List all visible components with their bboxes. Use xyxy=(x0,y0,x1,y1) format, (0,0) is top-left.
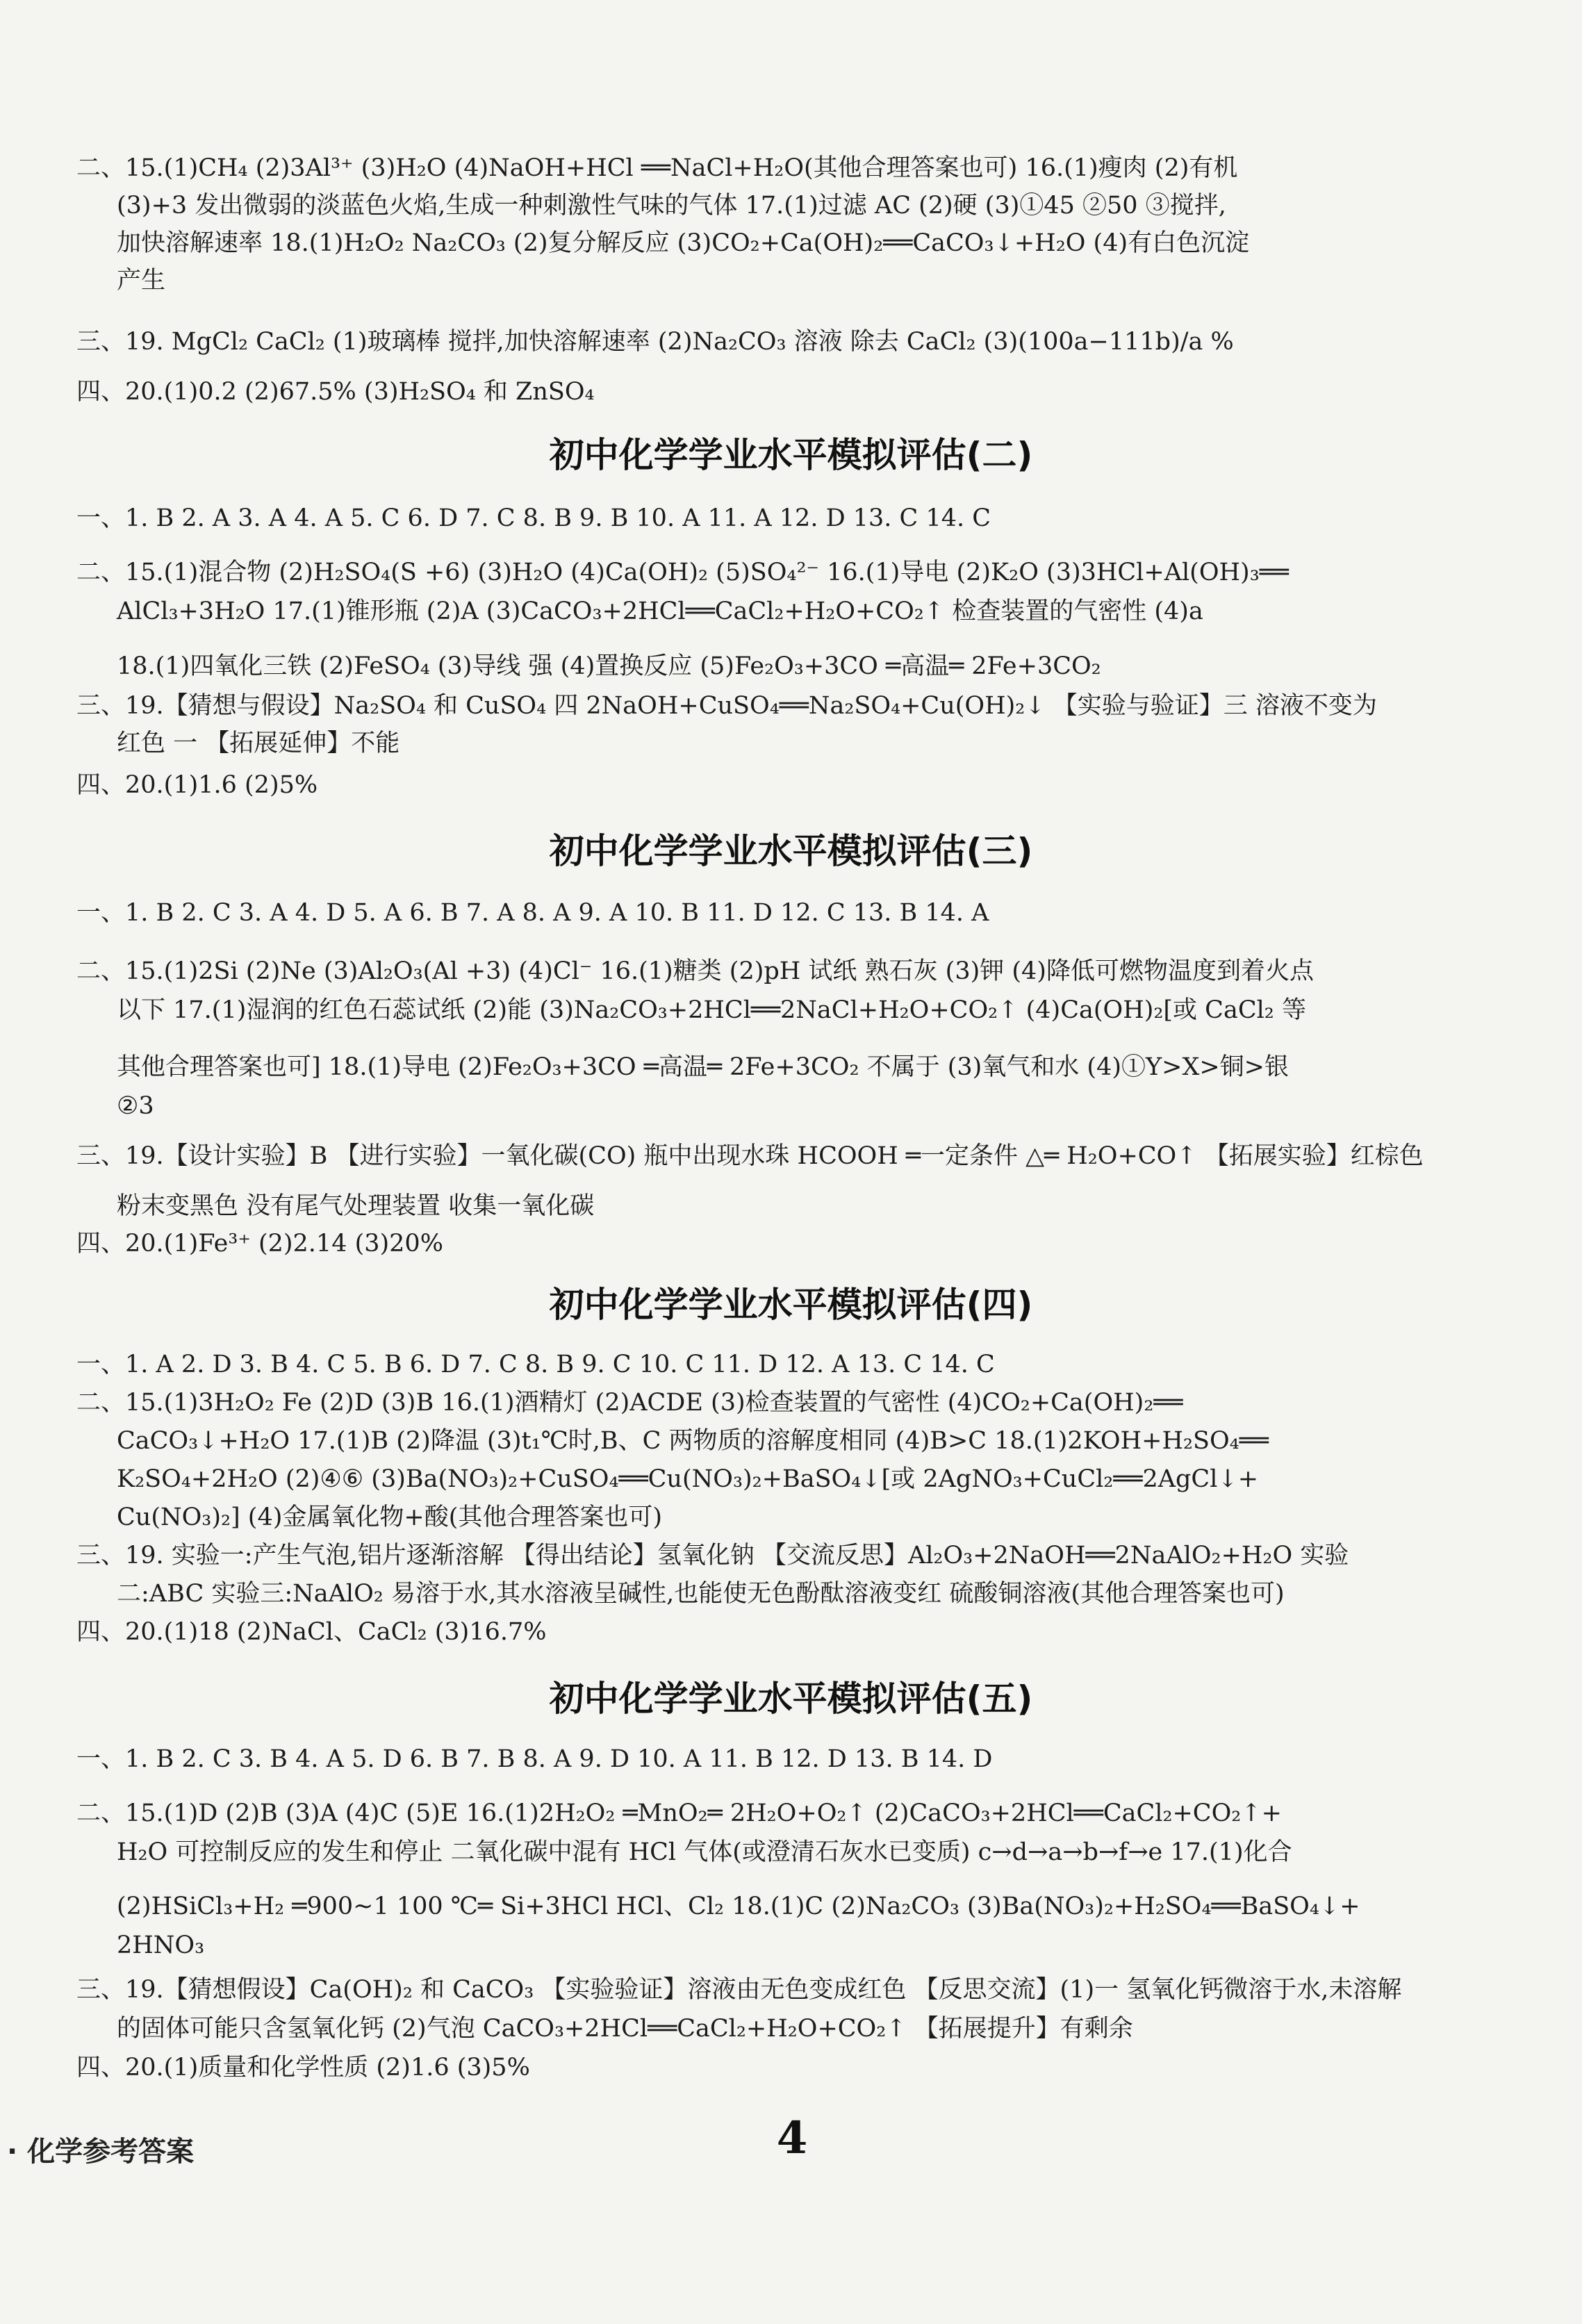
text-line: 粉末变黑色 没有尾气处理装置 收集一氧化碳 xyxy=(117,1192,595,1220)
page-number: 4 xyxy=(776,2112,808,2164)
text-line: 三、19.【猜想假设】Ca(OH)₂ 和 CaCO₃ 【实验验证】溶液由无色变成红色 【反思交流】(1)一 氢氧化钙微溶于水,未溶解 xyxy=(76,1976,1402,2004)
text-line: 二、15.(1)2Si (2)Ne (3)Al₂O₃(Al +3) (4)Cl⁻ 16.(1)糖类 (2)pH 试纸 熟石灰 (3)钾 (4)降低可燃物温度到着火点 xyxy=(76,957,1314,985)
text-line: Cu(NO₃)₂] (4)金属氧化物+酸(其他合理答案也可) xyxy=(117,1503,663,1531)
text-line: 产生 xyxy=(117,267,166,295)
text-line: 四、20.(1)18 (2)NaCl、CaCl₂ (3)16.7% xyxy=(76,1618,547,1646)
text-line: 二:ABC 实验三:NaAlO₂ 易溶于水,其水溶液呈碱性,也能使无色酚酞溶液变红 硫酸铜溶液(其他合理答案也可) xyxy=(117,1580,1285,1608)
text-line: 二、15.(1)CH₄ (2)3Al³⁺ (3)H₂O (4)NaOH+HCl ══NaCl+H₂O(其他合理答案也可) 16.(1)瘦肉 (2)有机 xyxy=(76,154,1238,182)
text-line: (3)+3 发出微弱的淡蓝色火焰,生成一种刺激性气味的气体 17.(1)过滤 AC (2)硬 (3)①45 ②50 ③搅拌, xyxy=(117,192,1226,220)
text-line: 四、20.(1)0.2 (2)67.5% (3)H₂SO₄ 和 ZnSO₄ xyxy=(76,378,595,406)
text-line: 18.(1)四氧化三铁 (2)FeSO₄ (3)导线 强 (4)置换反应 (5)Fe₂O₃+3CO ═高温═ 2Fe+3CO₂ xyxy=(117,652,1101,680)
text-line: 二、15.(1)D (2)B (3)A (4)C (5)E 16.(1)2H₂O₂ ═MnO₂═ 2H₂O+O₂↑ (2)CaCO₃+2HCl══CaCl₂+CO₂↑+ xyxy=(76,1799,1282,1827)
text-line: 一、1. B 2. C 3. B 4. A 5. D 6. B 7. B 8. A 9. D 10. A 11. B 12. D 13. B 14. D xyxy=(76,1745,993,1773)
text-line: 的固体可能只含氢氧化钙 (2)气泡 CaCO₃+2HCl══CaCl₂+H₂O+CO₂↑ 【拓展提升】有剩余 xyxy=(117,2015,1133,2043)
text-line: H₂O 可控制反应的发生和停止 二氧化碳中混有 HCl 气体(或澄清石灰水已变质) c→d→a→b→f→e 17.(1)化合 xyxy=(117,1838,1292,1866)
text-line: 加快溶解速率 18.(1)H₂O₂ Na₂CO₃ (2)复分解反应 (3)CO₂+Ca(OH)₂══CaCO₃↓+H₂O (4)有白色沉淀 xyxy=(117,229,1250,257)
section-title: 初中化学学业水平模拟评估(五) xyxy=(549,1679,1033,1719)
text-line: 二、15.(1)3H₂O₂ Fe (2)D (3)B 16.(1)酒精灯 (2)ACDE (3)检查装置的气密性 (4)CO₂+Ca(OH)₂══ xyxy=(76,1389,1183,1417)
footer-label: · 化学参考答案 xyxy=(7,2136,195,2168)
text-line: (2)HSiCl₃+H₂ ═900~1 100 ℃═ Si+3HCl HCl、Cl₂ 18.(1)C (2)Na₂CO₃ (3)Ba(NO₃)₂+H₂SO₄══BaSO₄↓+ xyxy=(117,1893,1360,1920)
text-line: 四、20.(1)Fe³⁺ (2)2.14 (3)20% xyxy=(76,1230,443,1258)
text-line: AlCl₃+3H₂O 17.(1)锥形瓶 (2)A (3)CaCO₃+2HCl══CaCl₂+H₂O+CO₂↑ 检查装置的气密性 (4)a xyxy=(117,598,1203,625)
text-line: 四、20.(1)质量和化学性质 (2)1.6 (3)5% xyxy=(76,2054,530,2082)
section-title: 初中化学学业水平模拟评估(四) xyxy=(549,1285,1033,1325)
text-line: 2HNO₃ xyxy=(117,1931,205,1959)
section-title: 初中化学学业水平模拟评估(二) xyxy=(549,435,1033,475)
text-line: K₂SO₄+2H₂O (2)④⑥ (3)Ba(NO₃)₂+CuSO₄══Cu(NO₃)₂+BaSO₄↓[或 2AgNO₃+CuCl₂══2AgCl↓+ xyxy=(117,1465,1259,1493)
text-line: 二、15.(1)混合物 (2)H₂SO₄(S +6) (3)H₂O (4)Ca(OH)₂ (5)SO₄²⁻ 16.(1)导电 (2)K₂O (3)3HCl+Al(OH)₃══ xyxy=(76,559,1289,586)
text-line: 红色 一 【拓展延伸】不能 xyxy=(117,730,400,757)
text-line: ②3 xyxy=(117,1092,154,1120)
text-line: 其他合理答案也可] 18.(1)导电 (2)Fe₂O₃+3CO ═高温═ 2Fe+3CO₂ 不属于 (3)氧气和水 (4)①Y>X>铜>银 xyxy=(117,1053,1290,1081)
text-line: 三、19. 实验一:产生气泡,铝片逐渐溶解 【得出结论】氢氧化钠 【交流反思】Al₂O₃+2NaOH══2NaAlO₂+H₂O 实验 xyxy=(76,1542,1349,1569)
text-line: 四、20.(1)1.6 (2)5% xyxy=(76,771,318,799)
text-line: 三、19. MgCl₂ CaCl₂ (1)玻璃棒 搅拌,加快溶解速率 (2)Na₂CO₃ 溶液 除去 CaCl₂ (3)(100a−111b)/a % xyxy=(76,328,1234,356)
text-line: 一、1. B 2. C 3. A 4. D 5. A 6. B 7. A 8. A 9. A 10. B 11. D 12. C 13. B 14. A xyxy=(76,899,989,927)
text-line: 三、19.【猜想与假设】Na₂SO₄ 和 CuSO₄ 四 2NaOH+CuSO₄══Na₂SO₄+Cu(OH)₂↓ 【实验与验证】三 溶液不变为 xyxy=(76,692,1377,720)
text-line: 以下 17.(1)湿润的红色石蕊试纸 (2)能 (3)Na₂CO₃+2HCl══2NaCl+H₂O+CO₂↑ (4)Ca(OH)₂[或 CaCl₂ 等 xyxy=(117,996,1306,1024)
text-line: 一、1. A 2. D 3. B 4. C 5. B 6. D 7. C 8. B 9. C 10. C 11. D 12. A 13. C 14. C xyxy=(76,1351,995,1378)
section-title: 初中化学学业水平模拟评估(三) xyxy=(549,831,1033,871)
text-line: 三、19.【设计实验】B 【进行实验】一氧化碳(CO) 瓶中出现水珠 HCOOH ═一定条件 △═ H₂O+CO↑ 【拓展实验】红棕色 xyxy=(76,1142,1424,1170)
text-line: 一、1. B 2. A 3. A 4. A 5. C 6. D 7. C 8. B 9. B 10. A 11. A 12. D 13. C 14. C xyxy=(76,504,991,532)
text-line: CaCO₃↓+H₂O 17.(1)B (2)降温 (3)t₁℃时,B、C 两物质的溶解度相同 (4)B>C 18.(1)2KOH+H₂SO₄══ xyxy=(117,1427,1269,1455)
